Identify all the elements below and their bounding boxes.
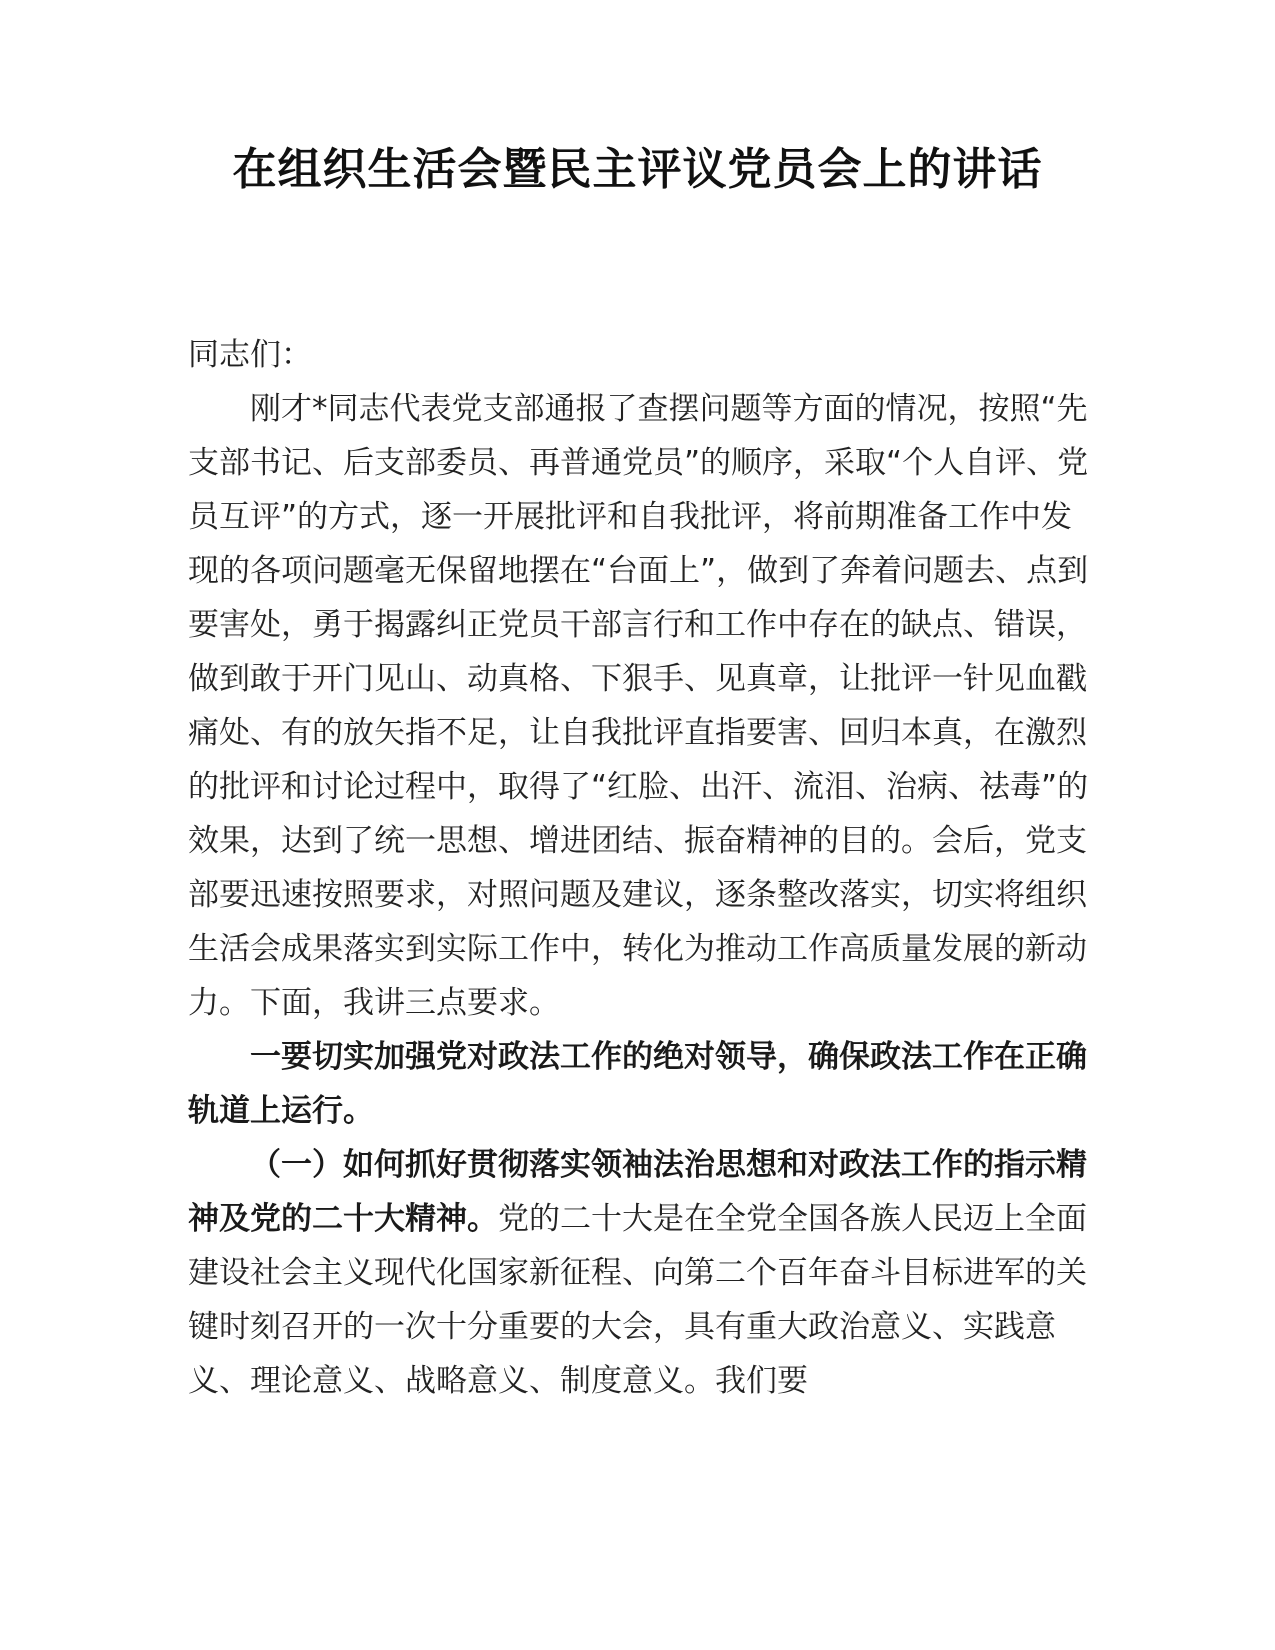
paragraph-intro: 刚才*同志代表党支部通报了查摆问题等方面的情况，按照“先支部书记、后支部委员、再普通党员”的顺序，采取“个人自评、党员互评”的方式，逐一开展批评和自我批评，将前期准备工作中发现的各项问题毫无保留地摆在“台面上”，做到了奔着问题去、点到要害处，勇于揭露纠正党员干部言行和工作中存在的缺点、错误，做到敢于开门见山、动真格、下狠手、见真章，让批评一针见血戳痛处、有的放矢指不足，让自我批评直指要害、回归本真，在激烈的批评和讨论过程中，取得了“红脸、出汗、流泪、治病、祛毒”的效果，达到了统一思想、增进团结、振奋精神的目的。会后，党支部要迅速按照要求，对照问题及建议，逐条整改落实，切实将组织生活会成果落实到实际工作中，转化为推动工作高质量发展的新动力。下面，我讲三点要求。 [188,391,1089,1021]
document-body [188,328,1093,1408]
paragraph-subsection-1 [188,1138,1093,1408]
document-title: 在组织生活会暨民主评议党员会上的讲话 [232,144,1043,195]
greeting: 同志们： [188,337,312,373]
subsection-heading-1: （一）如何抓好贯彻落实领袖法治思想和对政法工作的指示精神及党的二十大精神。 [188,1147,1087,1237]
subsection-text-1: 党的二十大是在全党全国各族人民迈上全面建设社会主义现代化国家新征程、向第二个百年奋斗目标进军的关键时刻召开的一次十分重要的大会，具有重大政治意义、实践意义、理论意义、战略意义、制度意义。我们要 [188,1201,1087,1399]
section-heading-1: 一要切实加强党对政法工作的绝对领导，确保政法工作在正确轨道上运行。 [188,1039,1087,1129]
